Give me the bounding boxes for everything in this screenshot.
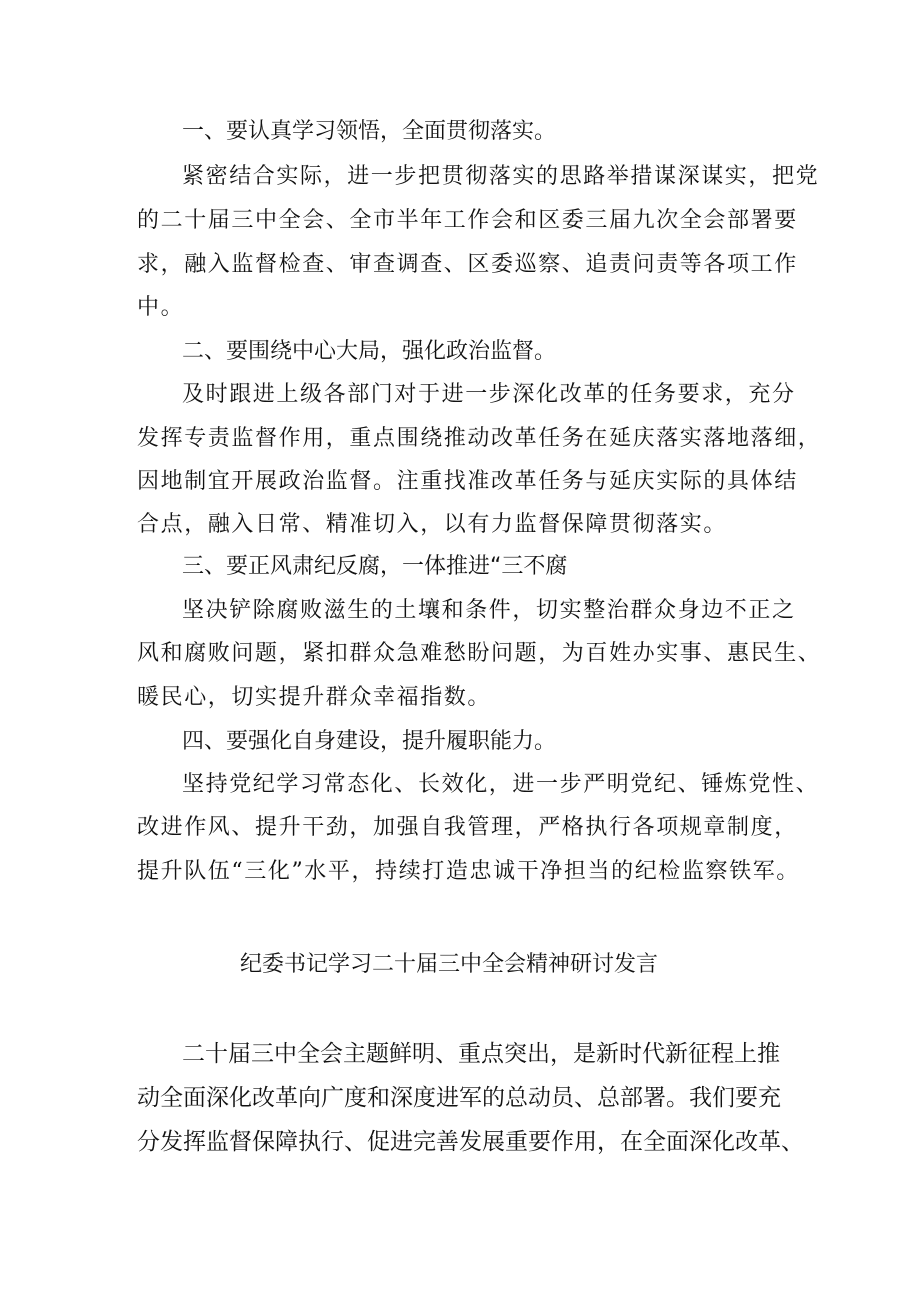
paragraph-line: 坚决铲除腐败滋生的土壤和条件，切实整治群众身边不正之 bbox=[182, 598, 796, 623]
section-heading: 三、要正风肃纪反腐，一体推进“三不腐 bbox=[182, 554, 568, 579]
section-heading: 四、要强化自身建设，提升履职能力。 bbox=[182, 729, 557, 754]
essay-line: 分发挥监督保障执行、促进完善发展重要作用，在全面深化改革、 bbox=[137, 1129, 804, 1155]
essay-line: 动全面深化改革向广度和深度进军的总动员、总部署。我们要充 bbox=[137, 1085, 781, 1111]
paragraph-line: 暖民心，切实提升群众幸福指数。 bbox=[137, 685, 492, 710]
paragraph-line: 坚持党纪学习常态化、长效化，进一步严明党纪、锤炼党性、 bbox=[182, 772, 820, 797]
paragraph-line: 风和腐败问题，紧扣群众急难愁盼问题，为百姓办实事、惠民生、 bbox=[137, 641, 822, 666]
section-heading: 二、要围绕中心大局，强化政治监督。 bbox=[182, 339, 557, 364]
paragraph-line: 提升队伍“三化”水平，持续打造忠诚干净担当的纪检监察铁军。 bbox=[137, 859, 800, 884]
paragraph-line: 中。 bbox=[137, 295, 185, 320]
paragraph-line: 的二十届三中全会、全市半年工作会和区委三届九次全会部署要 bbox=[137, 208, 798, 233]
paragraph-line: 及时跟进上级各部门对于进一步深化改革的任务要求，充分 bbox=[182, 382, 796, 407]
paragraph-line: 因地制宜开展政治监督。注重找准改革任务与延庆实际的具体结 bbox=[137, 469, 798, 494]
section-heading: 一、要认真学习领悟，全面贯彻落实。 bbox=[182, 119, 557, 144]
paragraph-line: 合点，融入日常、精准切入，以有力监督保障贯彻落实。 bbox=[137, 512, 728, 537]
paragraph-line: 改进作风、提升干劲，加强自我管理，严格执行各项规章制度， bbox=[137, 815, 798, 840]
paragraph-line: 求，融入监督检查、审查调查、区委巡察、追责问责等各项工作 bbox=[137, 252, 798, 277]
paragraph-line: 发挥专责监督作用，重点围绕推动改革任务在延庆落实落地落细， bbox=[137, 426, 822, 451]
paragraph-line: 紧密结合实际，进一步把贯彻落实的思路举措谋深谋实，把党 bbox=[182, 164, 820, 189]
essay-line: 二十届三中全会主题鲜明、重点突出，是新时代新征程上推 bbox=[182, 1041, 780, 1067]
essay-title: 纪委书记学习二十届三中全会精神研讨发言 bbox=[240, 952, 659, 977]
